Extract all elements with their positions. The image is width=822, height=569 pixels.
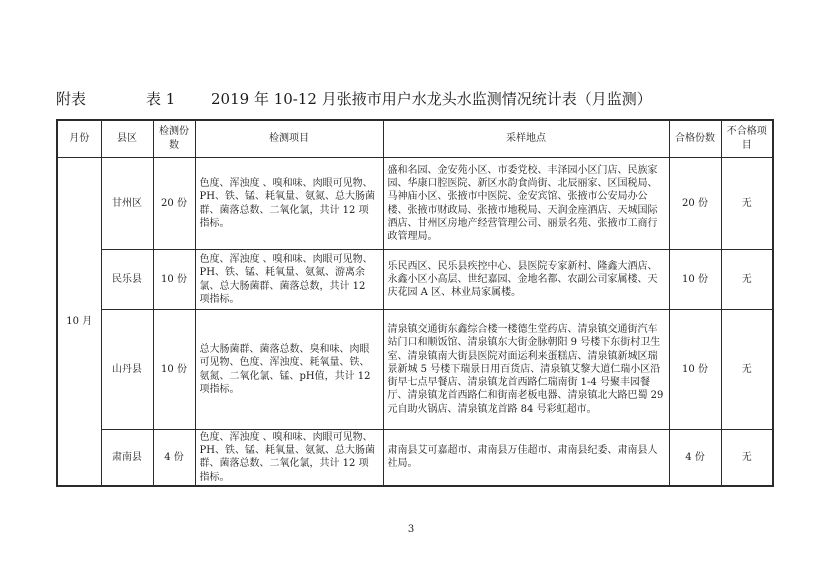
sites-cell: 清泉镇交通街东鑫综合楼一楼德生堂药店、清泉镇交通街汽车站门口和顺饭馆、清泉镇东大街金脉朝阳 9 号楼下东街村卫生室、清泉镇南大街县医院对面运利来蛋糕店、清泉镇新城区瑞景新城 5 号楼下瑞景日用百货店、清泉镇艾黎大道仁瑞小区沿街早七点早餐店、清泉镇龙首西路仁瑞南街 1-4 号聚丰园餐厅、清泉镇龙首西路仁和街南老板电器、清泉镇北大路巴蜀 29 元自助火锅店、清泉镇龙首路 84 号彩虹超市。	[383, 310, 669, 430]
samples-cell: 10 份	[153, 250, 195, 310]
unqualified-cell: 无	[721, 310, 773, 430]
sites-cell: 盛和名园、金安苑小区、市委党校、丰泽园小区门店、民族家园、华康口腔医院、新区水韵食尚街、北辰丽家、区国税局、马神庙小区、张掖市中医院、金安宾馆、张掖市公安局办公楼、张掖市财政局、张掖市地税局、天润金座酒店、天城国际酒店、甘州区房地产经营管理公司、丽景名苑、张掖市工商行政管理局。	[383, 158, 669, 250]
header-row	[57, 120, 773, 158]
qualified-cell: 4 份	[669, 430, 721, 486]
col-header-samples: 检测份数	[153, 120, 195, 158]
unqualified-cell: 无	[721, 158, 773, 250]
col-header-items: 检测项目	[195, 120, 383, 158]
county-cell: 民乐县	[101, 250, 153, 310]
sites-cell: 肃南县艾可嘉超市、肃南县万佳超市、肃南县纪委、肃南县人社局。	[383, 430, 669, 486]
unqualified-cell: 无	[721, 250, 773, 310]
qualified-cell: 10 份	[669, 250, 721, 310]
county-cell: 甘州区	[101, 158, 153, 250]
samples-cell: 10 份	[153, 310, 195, 430]
unqualified-cell: 无	[721, 430, 773, 486]
page-number: 3	[407, 524, 415, 535]
table-number-label: 表 1	[146, 90, 176, 108]
monitoring-table	[56, 119, 774, 487]
month-cell: 10 月	[57, 158, 101, 486]
table-row	[57, 158, 773, 250]
table-title: 2019 年 10-12 月张掖市用户水龙头水监测情况统计表（月监测）	[211, 90, 652, 108]
appendix-label: 附表	[56, 90, 87, 108]
items-cell: 色度、浑浊度 、嗅和味、肉眼可见物、PH、铁、锰、耗氧量、氨氮、总大肠菌群、菌落总数、二氧化氯，共计 12 项指标。	[195, 158, 383, 250]
col-header-sites: 采样地点	[383, 120, 669, 158]
samples-cell: 20 份	[153, 158, 195, 250]
county-cell: 肃南县	[101, 430, 153, 486]
col-header-unqualified: 不合格项目	[721, 120, 773, 158]
table-row	[57, 430, 773, 486]
table-row	[57, 310, 773, 430]
col-header-qualified: 合格份数	[669, 120, 721, 158]
table-row	[57, 250, 773, 310]
county-cell: 山丹县	[101, 310, 153, 430]
samples-cell: 4 份	[153, 430, 195, 486]
items-cell: 色度、浑浊度 、嗅和味、肉眼可见物、PH、铁、锰、耗氧量、氨氮、总大肠菌群、菌落总数、二氧化氯，共计 12 项指标。	[195, 430, 383, 486]
items-cell: 色度、浑浊度 、嗅和味、肉眼可见物、PH、铁、锰、耗氧量、氨氮、游离余氯、总大肠菌群、菌落总数，共计 12 项指标。	[195, 250, 383, 310]
items-cell: 总大肠菌群、菌落总数、臭和味、肉眼可见物、色度、浑浊度、耗氧量、铁、氨氮、二氧化氯、锰、pH值，共计 12 项指标。	[195, 310, 383, 430]
col-header-county: 县区	[101, 120, 153, 158]
qualified-cell: 20 份	[669, 158, 721, 250]
qualified-cell: 10 份	[669, 310, 721, 430]
col-header-month: 月份	[57, 120, 101, 158]
sites-cell: 乐民西区、民乐县疾控中心、县医院专家新村、隆鑫大酒店、永鑫小区小高层、世纪嘉园、金地名都、农副公司家属楼、天庆花园 A 区、林业局家属楼。	[383, 250, 669, 310]
